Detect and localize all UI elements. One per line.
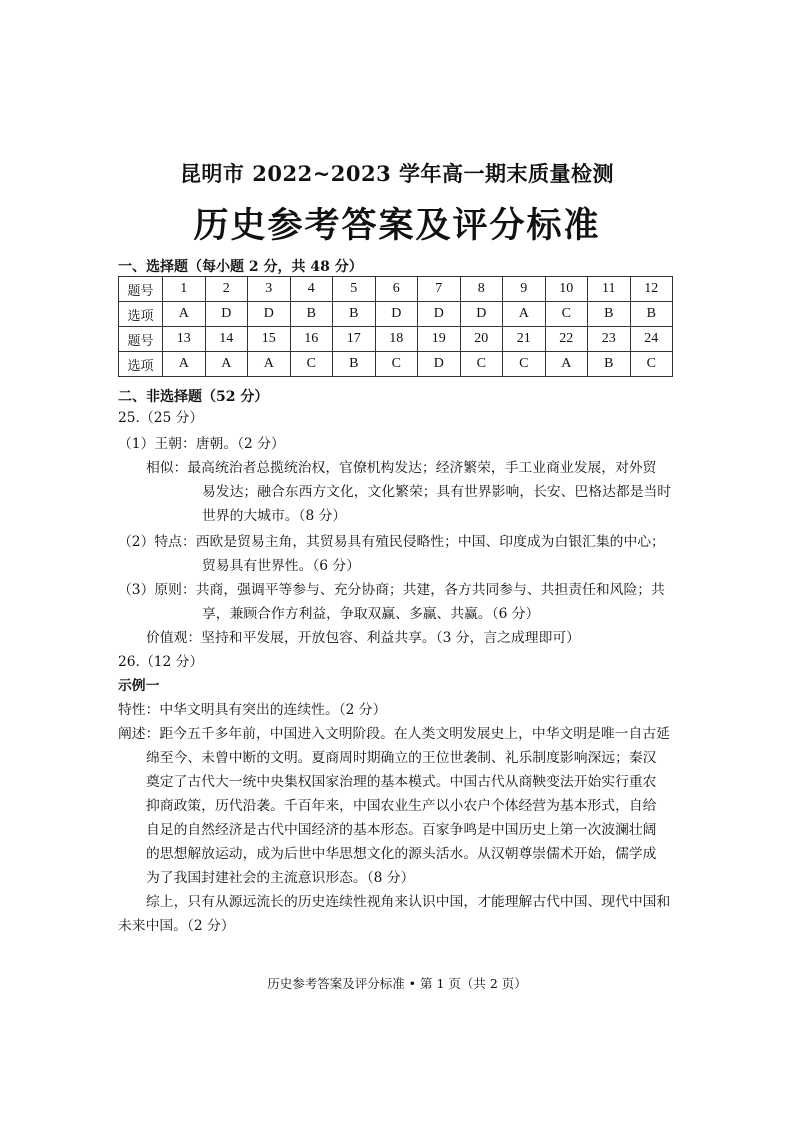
table-cell: 18: [375, 327, 418, 352]
table-cell: B: [333, 352, 376, 377]
section-1-heading: 一、选择题（每小题 2 分，共 48 分）: [118, 259, 363, 275]
table-row-label: 选项: [119, 352, 163, 377]
table-cell: 15: [248, 327, 291, 352]
q25-line: （1）王朝：唐朝。（2 分）: [118, 436, 285, 452]
q25-line: 享，兼顾合作方利益，争取双赢、多赢、共赢。（6 分）: [202, 606, 540, 622]
table-cell: 20: [460, 327, 503, 352]
table-cell: A: [503, 302, 546, 327]
q26-line: 阐述：距今五千多年前，中国进入文明阶段。在人类文明发展史上，中华文明是唯一自古延: [118, 726, 670, 742]
q26-line: 绵至今、未曾中断的文明。夏商周时期确立的王位世袭制、礼乐制度影响深远；秦汉: [146, 750, 657, 766]
table-cell: B: [588, 302, 631, 327]
table-cell: D: [248, 302, 291, 327]
q25-line: 相似：最高统治者总揽统治权，官僚机构发达；经济繁荣，手工业商业发展，对外贸: [146, 460, 657, 476]
table-cell: D: [205, 302, 248, 327]
q25-line: （2）特点：西欧是贸易主角，其贸易具有殖民侵略性；中国、印度成为白银汇集的中心；: [118, 534, 665, 550]
table-cell: B: [630, 302, 673, 327]
table-cell: 19: [418, 327, 461, 352]
table-cell: C: [630, 352, 673, 377]
q25-line: 易发达；融合东西方文化，文化繁荣；具有世界影响，长安、巴格达都是当时: [202, 484, 672, 500]
table-cell: A: [545, 352, 588, 377]
table-cell: D: [418, 352, 461, 377]
table-row-answers-2: [119, 352, 673, 377]
answer-table: [118, 276, 673, 377]
table-cell: 12: [630, 277, 673, 302]
table-cell: D: [375, 302, 418, 327]
exam-title: 昆明市 2022~2023 学年高一期末质量检测: [179, 161, 615, 186]
table-cell: C: [545, 302, 588, 327]
section-2-heading: 二、非选择题（52 分）: [118, 389, 269, 405]
q26-example-label: 示例一: [118, 678, 160, 694]
table-row-question-numbers-2: [119, 327, 673, 352]
table-cell: C: [460, 352, 503, 377]
q26-line: 奠定了古代大一统中央集权国家治理的基本模式。中国古代从商鞅变法开始实行重农: [146, 774, 657, 790]
table-cell: B: [588, 352, 631, 377]
table-cell: 10: [545, 277, 588, 302]
table-cell: B: [290, 302, 333, 327]
table-cell: 22: [545, 327, 588, 352]
q26-line: 抑商政策，历代沿袭。千百年来，中国农业生产以小农户个体经营为基本形式，自给: [146, 798, 657, 814]
table-row-answers-1: [119, 302, 673, 327]
q26-line: 特性：中华文明具有突出的连续性。（2 分）: [118, 702, 387, 718]
table-cell: 9: [503, 277, 546, 302]
q26-line: 为了我国封建社会的主流意识形态。（8 分）: [146, 870, 415, 886]
table-cell: 2: [205, 277, 248, 302]
table-cell: 7: [418, 277, 461, 302]
table-cell: A: [163, 352, 206, 377]
table-cell: 6: [375, 277, 418, 302]
table-cell: B: [333, 302, 376, 327]
table-cell: 13: [163, 327, 206, 352]
table-cell: 14: [205, 327, 248, 352]
q25-line: 世界的大城市。（8 分）: [202, 508, 347, 524]
table-cell: C: [290, 352, 333, 377]
q26-line: 的思想解放运动，成为后世中华思想文化的源头活水。从汉朝尊崇儒术开始，儒学成: [146, 846, 657, 862]
q25-line: 贸易具有世界性。（6 分）: [202, 558, 361, 574]
table-cell: 8: [460, 277, 503, 302]
table-row-question-numbers-1: [119, 277, 673, 302]
table-cell: 5: [333, 277, 376, 302]
table-cell: 23: [588, 327, 631, 352]
q25-heading: 25.（25 分）: [118, 410, 204, 426]
table-row-label: 选项: [119, 302, 163, 327]
table-row-label: 题号: [119, 277, 163, 302]
q26-line: 未来中国。（2 分）: [118, 918, 235, 934]
table-cell: 16: [290, 327, 333, 352]
table-cell: C: [503, 352, 546, 377]
page-footer: 历史参考答案及评分标准 • 第 1 页（共 2 页）: [267, 976, 527, 991]
q26-line: 综上，只有从源远流长的历史连续性视角来认识中国，才能理解古代中国、现代中国和: [146, 894, 671, 910]
table-cell: 17: [333, 327, 376, 352]
table-cell: 11: [588, 277, 631, 302]
table-cell: 24: [630, 327, 673, 352]
q26-line: 自足的自然经济是古代中国经济的基本形态。百家争鸣是中国历史上第一次波澜壮阔: [146, 822, 657, 838]
table-cell: 4: [290, 277, 333, 302]
table-cell: D: [418, 302, 461, 327]
table-cell: A: [205, 352, 248, 377]
table-cell: A: [248, 352, 291, 377]
q25-line: 价值观：坚持和平发展，开放包容、利益共享。（3 分，言之成理即可）: [146, 630, 580, 646]
table-cell: 3: [248, 277, 291, 302]
q25-line: （3）原则：共商，强调平等参与、充分协商；共建，各方共同参与、共担责任和风险；共: [118, 582, 665, 598]
table-cell: 21: [503, 327, 546, 352]
table-cell: 1: [163, 277, 206, 302]
table-cell: C: [375, 352, 418, 377]
table-row-label: 题号: [119, 327, 163, 352]
document-subtitle: 历史参考答案及评分标准: [193, 205, 601, 246]
table-cell: D: [460, 302, 503, 327]
q26-heading: 26.（12 分）: [118, 654, 204, 670]
table-cell: A: [163, 302, 206, 327]
